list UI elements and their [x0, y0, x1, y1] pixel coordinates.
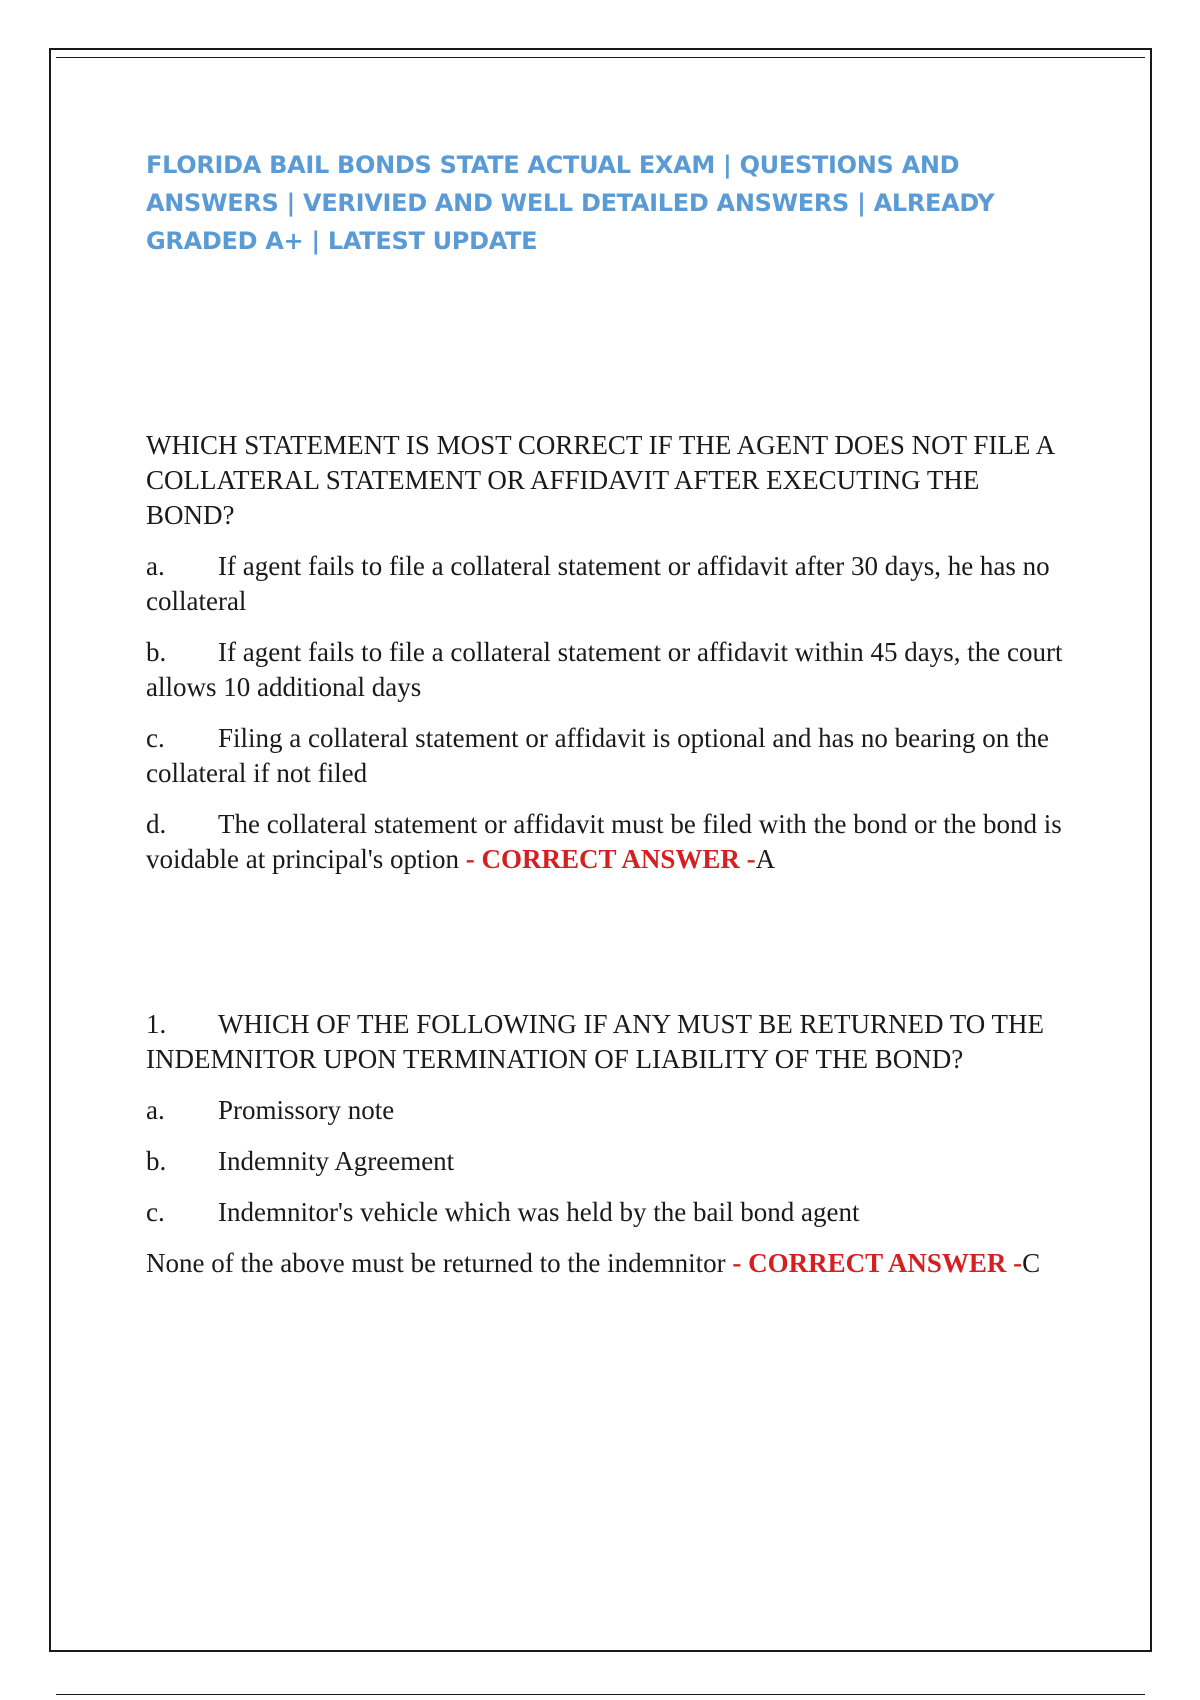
- option-c: [146, 1195, 1066, 1230]
- option-text: Indemnitor's vehicle which was held by the bail bond agent: [218, 1197, 860, 1227]
- option-a: [146, 549, 1066, 619]
- document-content: [146, 146, 1066, 1281]
- option-marker: d.: [146, 809, 167, 839]
- option-text: The collateral statement or affidavit must be filed with the bond or the bond is voidable at principal's option: [146, 809, 1062, 874]
- option-b: [146, 635, 1066, 705]
- option-marker: a.: [146, 1095, 165, 1125]
- option-marker: b.: [146, 637, 167, 667]
- correct-answer-value: C: [1022, 1248, 1041, 1278]
- document-title: FLORIDA BAIL BONDS STATE ACTUAL EXAM | QUESTIONS AND ANSWERS | VERIVIED AND WELL DETAILED ANSWERS | ALREADY GRADED A+ | LATEST UPDATE: [146, 151, 995, 255]
- option-c: [146, 721, 1066, 791]
- option-text: Promissory note: [218, 1095, 395, 1125]
- option-b: [146, 1144, 1066, 1179]
- option-text: If agent fails to file a collateral statement or affidavit after 30 days, he has no collateral: [146, 551, 1050, 616]
- option-marker: c.: [146, 1197, 165, 1227]
- final-line-text: None of the above must be returned to the indemnitor: [146, 1248, 733, 1278]
- question-body: WHICH OF THE FOLLOWING IF ANY MUST BE RETURNED TO THE INDEMNITOR UPON TERMINATION OF LIABILITY OF THE BOND?: [146, 1009, 1045, 1074]
- question-text: WHICH STATEMENT IS MOST CORRECT IF THE AGENT DOES NOT FILE A COLLATERAL STATEMENT OR AFFIDAVIT AFTER EXECUTING THE BOND?: [146, 430, 1054, 530]
- option-marker: c.: [146, 723, 165, 753]
- option-text: If agent fails to file a collateral statement or affidavit within 45 days, the court allows 10 additional days: [146, 637, 1063, 702]
- question-text: [146, 1007, 1066, 1077]
- question-number: 1.: [146, 1009, 167, 1039]
- option-marker: b.: [146, 1146, 167, 1176]
- option-text: Indemnity Agreement: [218, 1146, 455, 1176]
- option-d: [146, 807, 1066, 877]
- correct-answer-label: - CORRECT ANSWER -: [732, 1248, 1023, 1278]
- top-rule: [56, 57, 1145, 58]
- correct-answer-label: - CORRECT ANSWER -: [465, 844, 756, 874]
- option-text: Filing a collateral statement or affidavit is optional and has no bearing on the collateral if not filed: [146, 723, 1050, 788]
- correct-answer-value: A: [755, 844, 776, 874]
- bottom-rule: [56, 1694, 1145, 1695]
- option-a: [146, 1093, 1066, 1128]
- option-marker: a.: [146, 551, 165, 581]
- final-answer-line: [146, 1246, 1066, 1281]
